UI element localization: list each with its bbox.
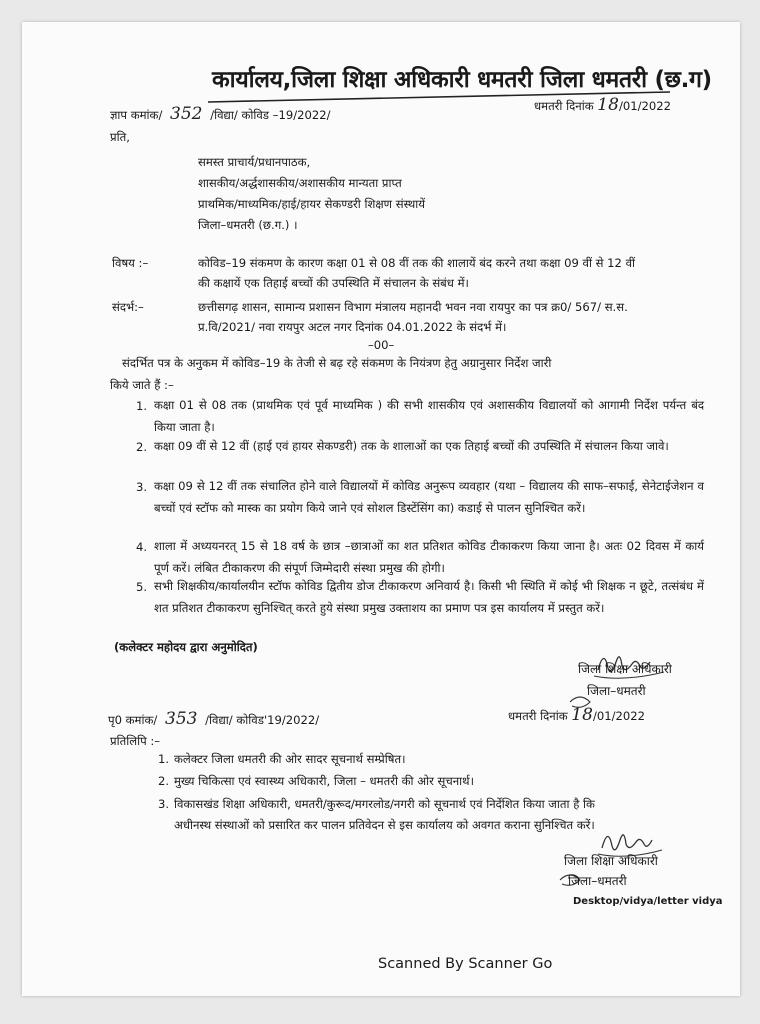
signature1-title: जिला शिक्षा अधिकारी [578, 662, 672, 676]
point-text: शाला में अध्ययनरत् 15 से 18 वर्ष के छात्र –छात्राओं का शत प्रतिशत कोविड टीकाकरण किया जाना है। अतः 02 दिवस में कार्य पूर्ण करें। लंबित टीकाकरण की संपूर्ण जिम्मेदारी संस्था प्रमुख की होगी। [154, 539, 704, 575]
subject-label: विषय :– [112, 256, 149, 270]
signature2-title: जिला शिक्षा अधिकारी [564, 854, 658, 868]
intro-line2: किये जाते हैं :– [110, 378, 174, 392]
copy-ref-prefix: पृ0 कमांक/ [108, 713, 158, 727]
date-rest: /01/2022 [618, 99, 672, 113]
copy-text-line1: विकासखंड शिक्षा अधिकारी, धमतरी/कुरूद/मगरलोड/नगरी को सूचनार्थ एवं निर्देशित किया जाता है कि [174, 797, 595, 811]
reference-line1: छत्तीसगढ़ शासन, सामान्य प्रशासन विभाग मंत्रालय महानदी भवन नवा रायपुर का पत्र क्र0/ 567/ स.स. [198, 300, 628, 314]
copy-number: 1. [158, 752, 170, 766]
separator: –00– [368, 338, 395, 352]
ref-number: 352 [170, 104, 203, 124]
point-text: सभी शिक्षकीय/कार्यालयीन स्टॉफ कोविड द्वितीय डोज टीकाकरण अनिवार्य है। किसी भी स्थिति में कोई भी शिक्षक न छूटे, तत्संबंध में शत प्रतिशत टीकाकरण सुनिश्चित् करते हुये संस्था प्रमुख उक्ताशय का प्रमाण पत्र इस कार्यालय में प्रस्तुत करें। [154, 579, 704, 615]
intro-line1: संदर्भित पत्र के अनुकम में कोविड–19 के तेजी से बढ़ रहे संकमण के नियंत्रण हेतु अग्रानुसार निर्देश जारी [122, 356, 552, 370]
recipient-line: जिला–धमतरी (छ.ग.) । [198, 218, 298, 232]
date-day: 18 [597, 95, 619, 115]
file-path: Desktop/vidya/letter vidya [573, 896, 723, 907]
point-number: 3. [136, 480, 148, 494]
copy-ref-number: 353 [165, 709, 198, 729]
point-number: 5. [136, 580, 148, 594]
reference-label: संदर्भ:– [112, 300, 144, 314]
ref-suffix: /विद्या/ कोविड –19/2022/ [210, 108, 331, 122]
copy-text-line2: अधीनस्थ संस्थाओं को प्रसारित कर पालन प्रतिवेदन से इस कार्यालय को अवगत कराना सुनिश्चित करें। [174, 818, 595, 832]
point-number: 4. [136, 540, 148, 554]
copy-text: कलेक्टर जिला धमतरी की ओर सादर सूचनार्थ सम्प्रेषित। [174, 752, 406, 766]
copy-date-prefix: धमतरी दिनांक [508, 709, 568, 723]
date-prefix: धमतरी दिनांक [534, 99, 594, 113]
office-title: कार्यालय,जिला शिक्षा अधिकारी धमतरी जिला धमतरी (छ.ग) [212, 67, 712, 93]
scanner-watermark: Scanned By Scanner Go [378, 956, 553, 972]
point-text: कक्षा 01 से 08 तक (प्राथमिक एवं पूर्व माध्यमिक ) की सभी शासकीय एवं अशासकीय विद्यालयों को आगामी निर्देश पर्यन्त बंद किया जाता है। [154, 398, 704, 434]
copy-date-day: 18 [571, 705, 593, 725]
signature-2 [22, 22, 740, 922]
copy-text: मुख्य चिकित्सा एवं स्वास्थ्य अधिकारी, जिला – धमतरी की ओर सूचनार्थ। [174, 774, 474, 788]
subject-line2: की कक्षायें एक तिहाई बच्चों की उपस्थिति में संचालन के संबंध में। [198, 276, 469, 290]
point-text: कक्षा 09 से 12 वीं तक संचालित होने वाले विद्यालयों में कोविड अनुरूप व्यवहार (यथा – विद्यालय की साफ–सफाई, सेनेटाईजेशन व बच्चों एवं स्टॉफ को मास्क का प्रयोग किये जाने एवं सोशल डिस्टेंसिंग का) कडाई से पालन सुनिश्चित करें। [154, 479, 704, 515]
recipient-line: प्राथमिक/माध्यमिक/हाई/हायर सेकण्डरी शिक्षण संस्थायें [198, 197, 425, 211]
signature2-place: जिला–धमतरी [568, 874, 627, 888]
document-page [22, 22, 740, 996]
prati-label: प्रति, [110, 130, 130, 144]
copy-number: 2. [158, 774, 170, 788]
recipient-line: समस्त प्राचार्य/प्रधानपाठक, [198, 155, 311, 169]
point-number: 1. [136, 399, 148, 413]
copy-label: प्रतिलिपि :– [110, 734, 161, 748]
signature1-place: जिला–धमतरी [587, 684, 646, 698]
recipient-line: शासकीय/अर्द्धशासकीय/अशासकीय मान्यता प्राप्त [198, 176, 402, 190]
copy-number: 3. [158, 797, 170, 811]
subject-line1: कोविड–19 संकमण के कारण कक्षा 01 से 08 वीं तक की शालायें बंद करने तथा कक्षा 09 वीं से 12 वीं [198, 256, 636, 270]
copy-date-rest: /01/2022 [592, 709, 646, 723]
approval-note: (कलेक्टर महोदय द्वारा अनुमोदित) [114, 640, 258, 654]
point-number: 2. [136, 440, 148, 454]
reference-line2: प्र.वि/2021/ नवा रायपुर अटल नगर दिनांक 04.01.2022 के संदर्भ में। [198, 320, 507, 334]
point-text: कक्षा 09 वीं से 12 वीं (हाई एवं हायर सेकण्डरी) तक के शालाओं का एक तिहाई बच्चों की उपस्थिति में संचालन किया जावे। [154, 439, 669, 453]
copy-ref-suffix: /विद्या/ कोविड'19/2022/ [205, 713, 320, 727]
ref-prefix: ज्ञाप कमांक/ [110, 108, 163, 122]
